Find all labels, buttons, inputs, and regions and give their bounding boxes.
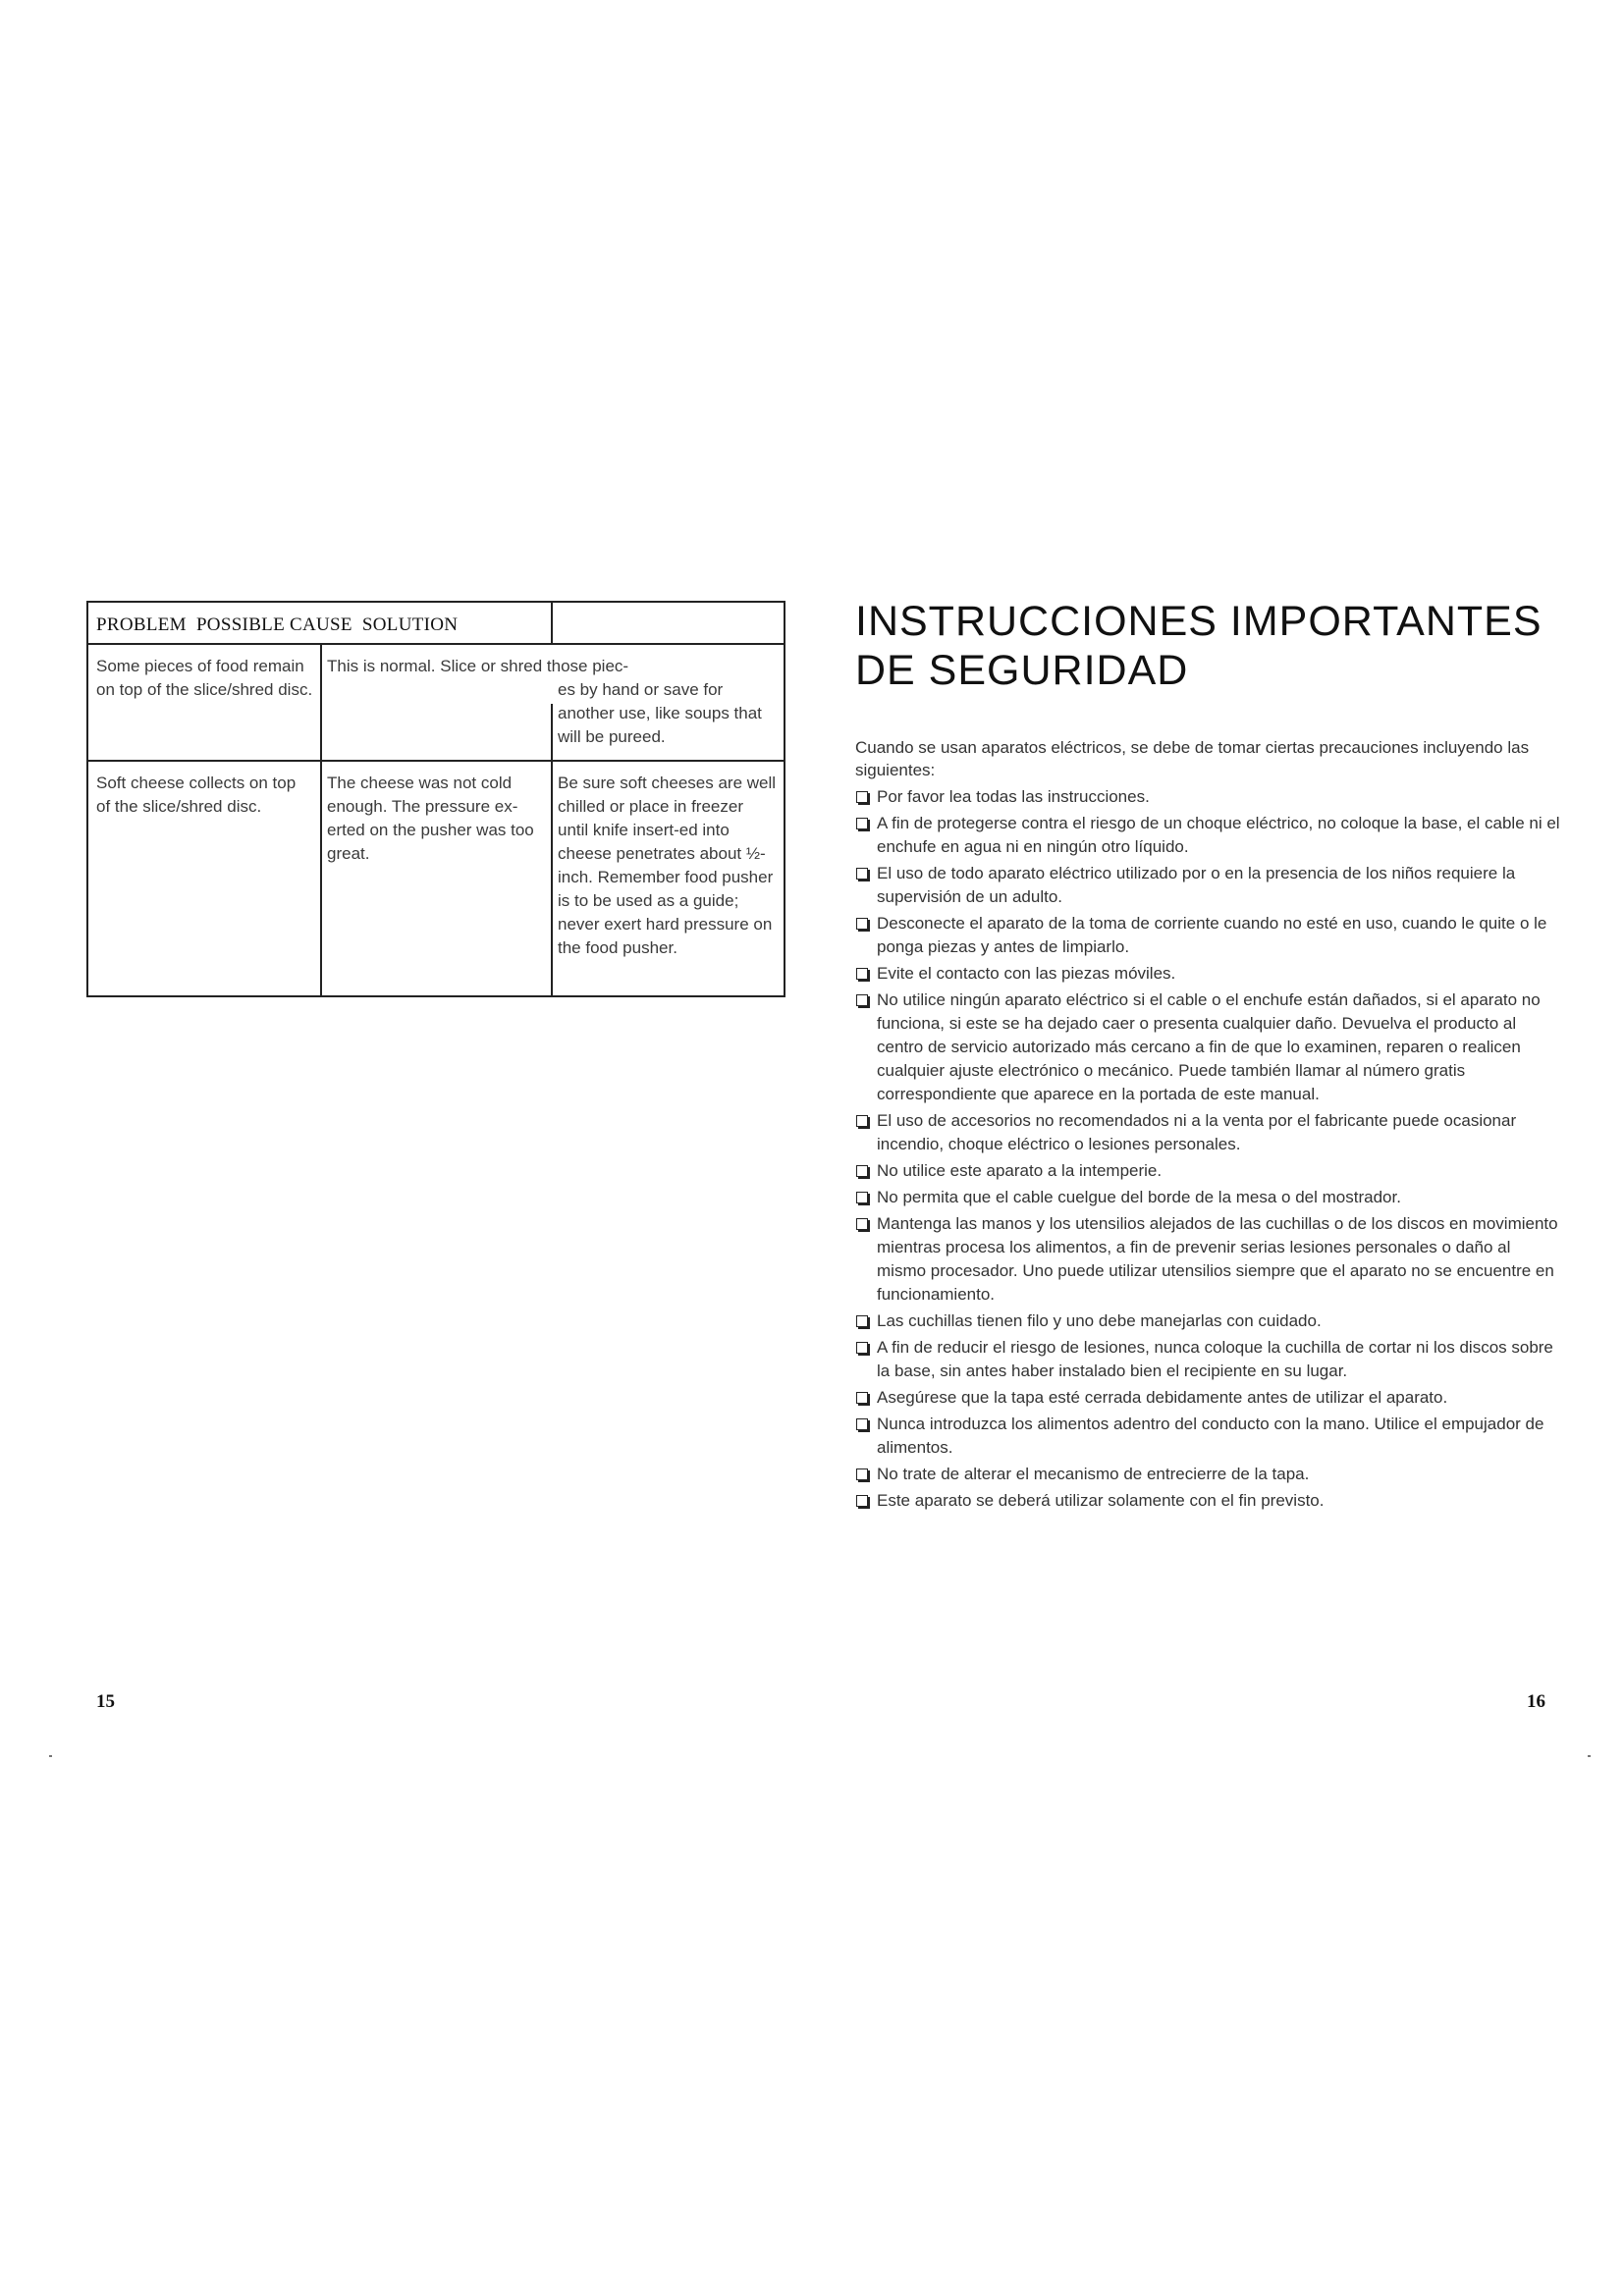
safety-item-text: No utilice este aparato a la intemperie. [877, 1161, 1163, 1180]
checkbox-bullet-icon [856, 1315, 868, 1327]
safety-item [855, 785, 1562, 809]
problem-cell: Some pieces of food remain on top of the slice/shred disc. [96, 657, 313, 699]
safety-item [855, 1309, 1562, 1333]
troubleshooting-table [86, 601, 785, 997]
safety-item [855, 1489, 1562, 1513]
safety-item-text: El uso de todo aparato eléctrico utilizado por o en la presencia de los niños requiere la supervisión de un adulto. [877, 864, 1516, 906]
safety-item [855, 1212, 1562, 1307]
checkbox-bullet-icon [856, 994, 868, 1006]
column-divider [551, 762, 553, 995]
safety-item-text: No permita que el cable cuelgue del borde de la mesa o del mostrador. [877, 1188, 1401, 1206]
safety-item [855, 912, 1562, 959]
page-title [855, 597, 1582, 695]
page-number: 15 [96, 1691, 115, 1712]
checkbox-bullet-icon [856, 1342, 868, 1354]
title-line: INSTRUCCIONES IMPORTANTES [855, 598, 1543, 645]
safety-item [855, 962, 1562, 986]
safety-item [855, 862, 1562, 909]
safety-item [855, 1109, 1562, 1156]
safety-item [855, 1159, 1562, 1183]
checkbox-bullet-icon [856, 1418, 868, 1430]
intro-text: Cuando se usan aparatos eléctricos, se debe de tomar ciertas precauciones incluyendo las siguientes: [855, 738, 1530, 779]
safety-item-text: Por favor lea todas las instrucciones. [877, 787, 1150, 806]
checkbox-bullet-icon [856, 791, 868, 803]
crop-mark [49, 1755, 52, 1757]
safety-item [855, 812, 1562, 859]
checkbox-bullet-icon [856, 968, 868, 980]
safety-item [855, 1413, 1562, 1460]
safety-item-text: El uso de accesorios no recomendados ni a la venta por el fabricante puede ocasionar incendio, choque eléctrico o lesiones personales. [877, 1111, 1517, 1153]
solution-cell: es by hand or save for another use, like soups that will be pureed. [558, 680, 762, 746]
table-row [88, 645, 784, 762]
header-divider [551, 603, 553, 643]
safety-item-text: A fin de protegerse contra el riesgo de un choque eléctrico, no coloque la base, el cable ni el enchufe en agua ni en ningún otro líquido. [877, 814, 1560, 856]
column-divider [320, 762, 322, 995]
safety-item-text: Este aparato se deberá utilizar solamente con el fin previsto. [877, 1491, 1325, 1510]
table-header [88, 603, 784, 645]
cause-cell: This is normal. Slice or shred those piec- [327, 657, 629, 675]
safety-item-text: Mantenga las manos y los utensilios alejados de las cuchillas o de los discos en movimiento mientras procesa los alimentos, a fin de prevenir serias lesiones personales o daño al mismo procesador. Uno puede utilizar utensilios siempre que el aparato no se encuentre en funcionamiento. [877, 1214, 1558, 1304]
safety-item-text: No utilice ningún aparato eléctrico si el cable o el enchufe están dañados, si el aparato no funciona, si este se ha dejado caer o presenta cualquier daño. Devuelva el producto al centro de servicio autorizado más cercano a fin de que lo examinen, reparen o realicen cualquier ajuste electrónico o mecánico. Puede también llamar al número gratis correspondiente que aparece en la portada de este manual. [877, 990, 1541, 1103]
safety-item-text: Desconecte el aparato de la toma de corriente cuando no esté en uso, cuando le quite o le ponga piezas y antes de limpiarlo. [877, 914, 1547, 956]
checkbox-bullet-icon [856, 1495, 868, 1507]
safety-item-text: Evite el contacto con las piezas móviles. [877, 964, 1176, 983]
checkbox-bullet-icon [856, 1165, 868, 1177]
checkbox-bullet-icon [856, 1468, 868, 1480]
safety-item [855, 1386, 1562, 1410]
right-page [812, 0, 1624, 2296]
safety-list [855, 785, 1562, 1516]
safety-item [855, 1336, 1562, 1383]
column-divider [551, 704, 553, 760]
page-number: 16 [1527, 1691, 1545, 1712]
title-line: DE SEGURIDAD [855, 647, 1189, 694]
safety-item-text: Asegúrese que la tapa esté cerrada debidamente antes de utilizar el aparato. [877, 1388, 1448, 1407]
table-row [88, 762, 784, 995]
safety-item [855, 1463, 1562, 1486]
safety-item-text: No trate de alterar el mecanismo de entrecierre de la tapa. [877, 1465, 1310, 1483]
problem-cell: Soft cheese collects on top of the slice/shred disc. [96, 774, 297, 816]
safety-item-text: Las cuchillas tienen filo y uno debe manejarlas con cuidado. [877, 1311, 1322, 1330]
safety-item-text: A fin de reducir el riesgo de lesiones, nunca coloque la cuchilla de cortar ni los discos sobre la base, sin antes haber instalado bien el recipiente en su lugar. [877, 1338, 1553, 1380]
solution-cell: Be sure soft cheeses are well chilled or place in freezer until knife insert-ed into cheese penetrates about ½-inch. Remember food pusher is to be used as a guide; never exert hard pressure on the food pusher. [558, 774, 777, 957]
checkbox-bullet-icon [856, 1392, 868, 1404]
checkbox-bullet-icon [856, 818, 868, 829]
checkbox-bullet-icon [856, 918, 868, 930]
checkbox-bullet-icon [856, 1115, 868, 1127]
checkbox-bullet-icon [856, 1218, 868, 1230]
table-header-text: PROBLEM POSSIBLE CAUSE SOLUTION [96, 614, 459, 635]
checkbox-bullet-icon [856, 1192, 868, 1203]
column-divider [320, 645, 322, 760]
crop-mark [1588, 1755, 1591, 1757]
safety-item-text: Nunca introduzca los alimentos adentro del conducto con la mano. Utilice el empujador de alimentos. [877, 1415, 1544, 1457]
safety-item [855, 988, 1562, 1106]
safety-item [855, 1186, 1562, 1209]
cause-cell: The cheese was not cold enough. The pressure ex-erted on the pusher was too great. [327, 774, 534, 863]
checkbox-bullet-icon [856, 868, 868, 880]
